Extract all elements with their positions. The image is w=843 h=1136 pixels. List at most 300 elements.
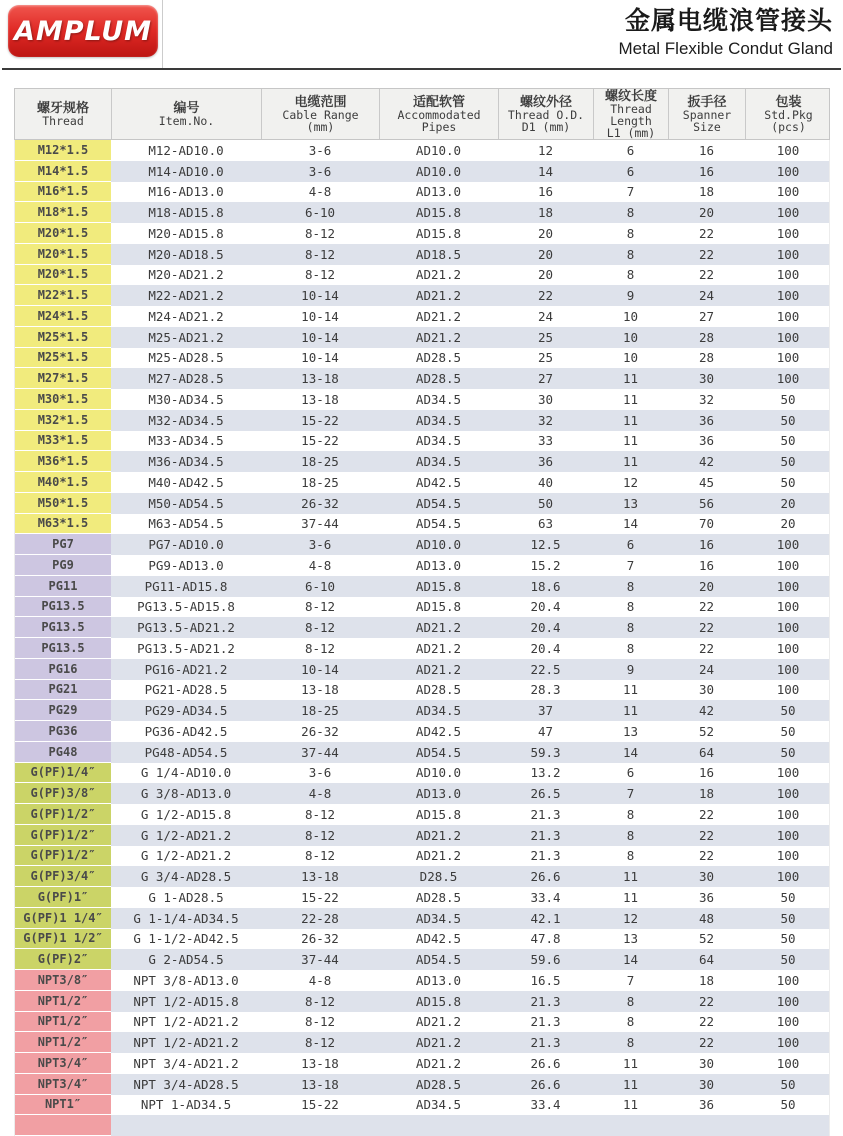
- table-cell: 26-32: [301, 723, 339, 739]
- table-cell: AD34.5: [415, 412, 462, 428]
- column-header-line: Cable Range: [282, 108, 359, 122]
- thread-cell: G(PF)2″: [15, 949, 111, 970]
- column-header-line: 包装: [775, 94, 802, 109]
- table-cell: 15-22: [301, 433, 339, 449]
- table-cell: 18: [698, 786, 715, 802]
- table-cell: G 1-1/2-AD42.5: [133, 931, 239, 947]
- thread-cell: [15, 1115, 111, 1136]
- table-cell: 22: [537, 288, 554, 304]
- page-header: [0, 0, 843, 69]
- table-cell: 20: [537, 267, 554, 283]
- table-cell: 28: [698, 329, 715, 345]
- table-cell: 100: [776, 163, 800, 179]
- table-cell: 8: [626, 827, 635, 843]
- table-cell: 9: [626, 288, 635, 304]
- table-cell: AD10.0: [415, 142, 462, 158]
- table-cell: 100: [776, 827, 800, 843]
- table-cell: 22-28: [301, 910, 339, 926]
- table-cell: 13-18: [301, 869, 339, 885]
- table-cell: [745, 1115, 831, 1136]
- thread-cell: M30*1.5: [15, 389, 111, 410]
- table-cell: M25-AD28.5: [148, 350, 224, 366]
- table-cell: 8: [626, 1035, 635, 1051]
- table-cell: 8: [626, 806, 635, 822]
- table-cell: PG11-AD15.8: [144, 578, 228, 594]
- table-cell: AD15.8: [415, 205, 462, 221]
- table-row: [15, 825, 829, 846]
- table-cell: AD42.5: [415, 474, 462, 490]
- column-header-line: (mm): [306, 120, 335, 134]
- amplum-logo: [8, 5, 158, 57]
- table-cell: 50: [537, 495, 554, 511]
- table-cell: 100: [776, 848, 800, 864]
- table-cell: 100: [776, 661, 800, 677]
- table-cell: 12: [622, 910, 639, 926]
- thread-cell: M36*1.5: [15, 451, 111, 472]
- table-cell: 4-8: [308, 184, 332, 200]
- table-cell: 22: [698, 640, 715, 656]
- table-cell: 8: [626, 267, 635, 283]
- table-cell: AD15.8: [415, 578, 462, 594]
- table-cell: 32: [698, 391, 715, 407]
- table-cell: M22-AD21.2: [148, 288, 224, 304]
- table-cell: 8: [626, 993, 635, 1009]
- table-cell: 26.5: [530, 786, 561, 802]
- table-cell: 11: [622, 682, 639, 698]
- table-cell: 18-25: [301, 474, 339, 490]
- table-cell: [379, 1115, 498, 1136]
- table-cell: NPT 1/2-AD21.2: [133, 1035, 239, 1051]
- thread-cell: M16*1.5: [15, 182, 111, 203]
- table-cell: 100: [776, 599, 800, 615]
- table-cell: 20: [780, 495, 796, 511]
- thread-cell: G(PF)1/2″: [15, 825, 111, 846]
- table-cell: 26.6: [530, 1076, 561, 1092]
- table-cell: G 1-1/4-AD34.5: [133, 910, 239, 926]
- table-cell: AD34.5: [415, 1097, 462, 1113]
- table-cell: [261, 1115, 379, 1136]
- table-row: [15, 617, 829, 638]
- thread-cell: G(PF)1/4″: [15, 763, 111, 784]
- table-cell: 100: [776, 786, 800, 802]
- page-title-chinese: 金属电缆浪管接头: [624, 7, 833, 35]
- table-cell: 4-8: [308, 557, 332, 573]
- table-cell: 50: [780, 744, 796, 760]
- table-cell: 47: [537, 723, 554, 739]
- table-cell: 20: [537, 225, 554, 241]
- table-cell: 21.3: [530, 1035, 561, 1051]
- column-header-thread-length: [593, 89, 668, 139]
- table-cell: 25: [537, 350, 554, 366]
- table-cell: AD21.2: [415, 1014, 462, 1030]
- column-header-line: Pipes: [421, 120, 457, 134]
- thread-cell: NPT1/2″: [15, 1032, 111, 1053]
- table-cell: 21.3: [530, 827, 561, 843]
- table-cell: 4-8: [308, 972, 332, 988]
- table-row: [15, 368, 829, 389]
- table-cell: 64: [698, 952, 715, 968]
- table-cell: M32-AD34.5: [148, 412, 224, 428]
- column-header-line: Thread O.D.: [507, 108, 585, 122]
- table-cell: 33.4: [530, 1097, 561, 1113]
- table-row: [15, 244, 829, 265]
- table-cell: 50: [780, 433, 796, 449]
- table-cell: 22: [698, 806, 715, 822]
- table-cell: 20.4: [530, 640, 561, 656]
- table-cell: 59.3: [530, 744, 561, 760]
- table-cell: 20: [780, 516, 796, 532]
- table-cell: AD18.5: [415, 246, 462, 262]
- table-cell: 12: [537, 142, 554, 158]
- table-cell: AD21.2: [415, 1055, 462, 1071]
- table-cell: 100: [776, 267, 800, 283]
- table-row: [15, 1115, 829, 1136]
- table-cell: 56: [698, 495, 715, 511]
- table-cell: 8: [626, 599, 635, 615]
- table-cell: NPT 1-AD34.5: [140, 1097, 232, 1113]
- table-cell: AD13.0: [415, 557, 462, 573]
- column-header-item-no: [111, 89, 261, 139]
- table-cell: 42: [698, 454, 715, 470]
- thread-cell: NPT3/4″: [15, 1053, 111, 1074]
- table-cell: 100: [776, 371, 800, 387]
- column-header-line: Length: [610, 114, 652, 128]
- table-cell: 11: [622, 703, 639, 719]
- table-row: [15, 597, 829, 618]
- table-cell: AD13.0: [415, 184, 462, 200]
- table-row: [15, 949, 829, 970]
- table-cell: 100: [776, 246, 800, 262]
- table-row: [15, 908, 829, 929]
- table-row: [15, 576, 829, 597]
- thread-cell: G(PF)3/4″: [15, 866, 111, 887]
- table-cell: 8: [626, 205, 635, 221]
- table-cell: 10-14: [301, 350, 339, 366]
- thread-cell: M32*1.5: [15, 410, 111, 431]
- table-cell: 50: [780, 910, 796, 926]
- table-cell: AD10.0: [415, 163, 462, 179]
- thread-cell: M27*1.5: [15, 368, 111, 389]
- table-cell: 100: [776, 350, 800, 366]
- table-cell: 7: [626, 184, 635, 200]
- table-cell: 16: [698, 163, 715, 179]
- table-cell: AD13.0: [415, 786, 462, 802]
- table-cell: 30: [537, 391, 554, 407]
- table-row: [15, 140, 829, 161]
- table-row: [15, 763, 829, 784]
- table-cell: 6: [626, 537, 635, 553]
- logo-cell: [0, 0, 163, 69]
- table-cell: 100: [776, 557, 800, 573]
- table-cell: AD15.8: [415, 599, 462, 615]
- table-cell: 45: [698, 474, 715, 490]
- table-cell: 8-12: [304, 225, 336, 241]
- table-cell: 20: [698, 578, 715, 594]
- thread-cell: PG36: [15, 721, 111, 742]
- table-cell: 16.5: [530, 972, 561, 988]
- table-cell: 50: [780, 1076, 796, 1092]
- page-title-english: Metal Flexible Condut Gland: [618, 39, 833, 58]
- table-cell: 100: [776, 329, 800, 345]
- table-cell: 3-6: [308, 163, 332, 179]
- column-header-pipes: [379, 89, 498, 139]
- table-cell: 18-25: [301, 454, 339, 470]
- table-row: [15, 866, 829, 887]
- table-cell: 11: [622, 412, 639, 428]
- table-cell: 100: [776, 682, 800, 698]
- table-row: [15, 389, 829, 410]
- table-cell: AD13.0: [415, 972, 462, 988]
- table-cell: PG36-AD42.5: [144, 723, 228, 739]
- table-cell: 50: [780, 474, 796, 490]
- table-cell: AD54.5: [415, 516, 462, 532]
- table-cell: AD21.2: [415, 1035, 462, 1051]
- table-cell: 50: [780, 454, 796, 470]
- table-row: [15, 804, 829, 825]
- column-header-thread: [15, 89, 111, 139]
- table-cell: AD34.5: [415, 910, 462, 926]
- table-cell: AD34.5: [415, 391, 462, 407]
- column-header-line: 编号: [173, 100, 200, 115]
- table-cell: AD10.0: [415, 537, 462, 553]
- table-cell: G 3/8-AD13.0: [140, 786, 232, 802]
- table-cell: 11: [622, 889, 639, 905]
- thread-cell: M22*1.5: [15, 285, 111, 306]
- table-cell: AD28.5: [415, 889, 462, 905]
- table-cell: 59.6: [530, 952, 561, 968]
- table-cell: 50: [780, 931, 796, 947]
- table-cell: 8-12: [304, 848, 336, 864]
- table-cell: 14: [622, 952, 639, 968]
- thread-cell: M20*1.5: [15, 244, 111, 265]
- table-cell: 22: [698, 246, 715, 262]
- page-titles: [618, 6, 833, 60]
- table-row: [15, 1032, 829, 1053]
- table-cell: AD54.5: [415, 952, 462, 968]
- thread-cell: M14*1.5: [15, 161, 111, 182]
- table-cell: AD21.2: [415, 308, 462, 324]
- table-cell: AD28.5: [415, 1076, 462, 1092]
- table-cell: 37-44: [301, 744, 339, 760]
- table-cell: 8-12: [304, 827, 336, 843]
- table-cell: NPT 1/2-AD15.8: [133, 993, 239, 1009]
- table-cell: 24: [698, 661, 715, 677]
- table-cell: 50: [780, 1097, 796, 1113]
- table-cell: [593, 1115, 668, 1136]
- thread-cell: PG13.5: [15, 597, 111, 618]
- column-header-line: 适配软管: [412, 94, 465, 109]
- table-cell: AD54.5: [415, 495, 462, 511]
- table-cell: 22: [698, 225, 715, 241]
- table-cell: PG13.5-AD21.2: [137, 640, 235, 656]
- table-cell: 21.3: [530, 806, 561, 822]
- table-cell: 10-14: [301, 288, 339, 304]
- table-cell: 48: [698, 910, 715, 926]
- table-cell: 36: [698, 433, 715, 449]
- table-cell: 50: [780, 391, 796, 407]
- table-row: [15, 1053, 829, 1074]
- table-cell: 18: [698, 184, 715, 200]
- thread-cell: G(PF)1/2″: [15, 804, 111, 825]
- table-cell: 37-44: [301, 516, 339, 532]
- table-cell: 10: [622, 329, 639, 345]
- table-row: [15, 285, 829, 306]
- table-cell: 100: [776, 993, 800, 1009]
- table-cell: [498, 1115, 593, 1136]
- thread-cell: M63*1.5: [15, 514, 111, 535]
- table-cell: 10: [622, 308, 639, 324]
- table-cell: 100: [776, 640, 800, 656]
- column-header-line: (pcs): [771, 120, 806, 134]
- table-cell: 22: [698, 848, 715, 864]
- table-row: [15, 887, 829, 908]
- table-cell: 25: [537, 329, 554, 345]
- table-cell: 13-18: [301, 1055, 339, 1071]
- column-header-line: Thread: [610, 102, 652, 116]
- table-cell: PG13.5-AD21.2: [137, 620, 235, 636]
- table-cell: AD28.5: [415, 371, 462, 387]
- table-cell: 100: [776, 537, 800, 553]
- logo-text: AMPLUM: [13, 15, 153, 47]
- table-row: [15, 783, 829, 804]
- table-cell: 11: [622, 1076, 639, 1092]
- thread-cell: PG7: [15, 534, 111, 555]
- table-cell: PG16-AD21.2: [144, 661, 228, 677]
- thread-cell: PG9: [15, 555, 111, 576]
- table-cell: 52: [698, 931, 715, 947]
- table-cell: 10: [622, 350, 639, 366]
- table-cell: 64: [698, 744, 715, 760]
- table-cell: 100: [776, 205, 800, 221]
- table-cell: M24-AD21.2: [148, 308, 224, 324]
- table-cell: 8: [626, 1014, 635, 1030]
- table-cell: 21.3: [530, 848, 561, 864]
- table-row: [15, 182, 829, 203]
- thread-cell: PG29: [15, 700, 111, 721]
- thread-cell: G(PF)1 1/4″: [15, 908, 111, 929]
- table-cell: 8-12: [304, 246, 336, 262]
- thread-cell: PG48: [15, 742, 111, 763]
- table-cell: M33-AD34.5: [148, 433, 224, 449]
- table-cell: 11: [622, 869, 639, 885]
- table-row: [15, 991, 829, 1012]
- table-cell: 50: [780, 952, 796, 968]
- table-cell: 20.4: [530, 620, 561, 636]
- table-cell: 100: [776, 869, 800, 885]
- table-cell: 13-18: [301, 682, 339, 698]
- spec-table: [14, 88, 830, 1136]
- table-cell: 30: [698, 869, 715, 885]
- table-cell: 100: [776, 620, 800, 636]
- table-cell: 3-6: [308, 142, 332, 158]
- table-cell: AD28.5: [415, 350, 462, 366]
- table-cell: 27: [698, 308, 715, 324]
- table-cell: 8: [626, 848, 635, 864]
- table-cell: 8-12: [304, 267, 336, 283]
- table-row: [15, 700, 829, 721]
- table-cell: 36: [537, 454, 554, 470]
- table-cell: 22: [698, 993, 715, 1009]
- table-cell: 16: [698, 537, 715, 553]
- column-header-pkg: [745, 89, 831, 139]
- table-cell: [111, 1115, 261, 1136]
- table-row: [15, 1095, 829, 1116]
- table-row: [15, 638, 829, 659]
- table-cell: 100: [776, 1055, 800, 1071]
- table-cell: 8: [626, 620, 635, 636]
- column-header-line: Item.No.: [158, 114, 215, 128]
- column-header-line: L1 (mm): [606, 126, 656, 139]
- table-cell: 26.6: [530, 869, 561, 885]
- table-cell: 40: [537, 474, 554, 490]
- table-cell: G 1/2-AD21.2: [140, 827, 232, 843]
- thread-cell: G(PF)1 1/2″: [15, 929, 111, 950]
- table-cell: G 1/2-AD15.8: [140, 806, 232, 822]
- table-cell: 11: [622, 433, 639, 449]
- table-cell: 13-18: [301, 1076, 339, 1092]
- thread-cell: PG11: [15, 576, 111, 597]
- table-cell: 100: [776, 578, 800, 594]
- column-header-line: Std.Pkg: [764, 108, 813, 122]
- table-cell: 6: [626, 765, 635, 781]
- column-header-line: 螺牙规格: [36, 100, 89, 115]
- table-cell: AD34.5: [415, 454, 462, 470]
- thread-cell: M40*1.5: [15, 472, 111, 493]
- table-row: [15, 555, 829, 576]
- table-cell: M18-AD15.8: [148, 205, 224, 221]
- table-cell: 11: [622, 454, 639, 470]
- column-header-thread-od: [498, 89, 593, 139]
- table-cell: 3-6: [308, 765, 332, 781]
- table-cell: 100: [776, 765, 800, 781]
- table-cell: 42.1: [530, 910, 561, 926]
- thread-cell: PG16: [15, 659, 111, 680]
- table-cell: 36: [698, 1097, 715, 1113]
- column-header-line: Size: [693, 120, 721, 134]
- table-cell: PG9-AD13.0: [148, 557, 224, 573]
- table-cell: NPT 3/8-AD13.0: [133, 972, 239, 988]
- table-cell: 18: [698, 972, 715, 988]
- table-cell: 11: [622, 371, 639, 387]
- table-cell: 50: [780, 723, 796, 739]
- table-cell: 37: [537, 703, 554, 719]
- table-cell: PG29-AD34.5: [144, 703, 228, 719]
- table-cell: 30: [698, 1076, 715, 1092]
- table-cell: 21.3: [530, 993, 561, 1009]
- table-cell: 100: [776, 225, 800, 241]
- table-cell: AD15.8: [415, 806, 462, 822]
- table-row: [15, 472, 829, 493]
- table-row: [15, 1012, 829, 1033]
- table-cell: 6: [626, 142, 635, 158]
- thread-cell: G(PF)1″: [15, 887, 111, 908]
- table-cell: M20-AD21.2: [148, 267, 224, 283]
- table-row: [15, 846, 829, 867]
- table-cell: PG13.5-AD15.8: [137, 599, 235, 615]
- table-cell: 22: [698, 1035, 715, 1051]
- column-header-line: 扳手径: [687, 94, 727, 109]
- table-cell: AD21.2: [415, 640, 462, 656]
- table-cell: 30: [698, 682, 715, 698]
- table-cell: 10-14: [301, 329, 339, 345]
- table-row: [15, 514, 829, 535]
- table-row: [15, 348, 829, 369]
- table-cell: M12-AD10.0: [148, 142, 224, 158]
- table-cell: 21.3: [530, 1014, 561, 1030]
- table-cell: G 1/4-AD10.0: [140, 765, 232, 781]
- table-cell: 16: [698, 765, 715, 781]
- table-cell: 36: [698, 889, 715, 905]
